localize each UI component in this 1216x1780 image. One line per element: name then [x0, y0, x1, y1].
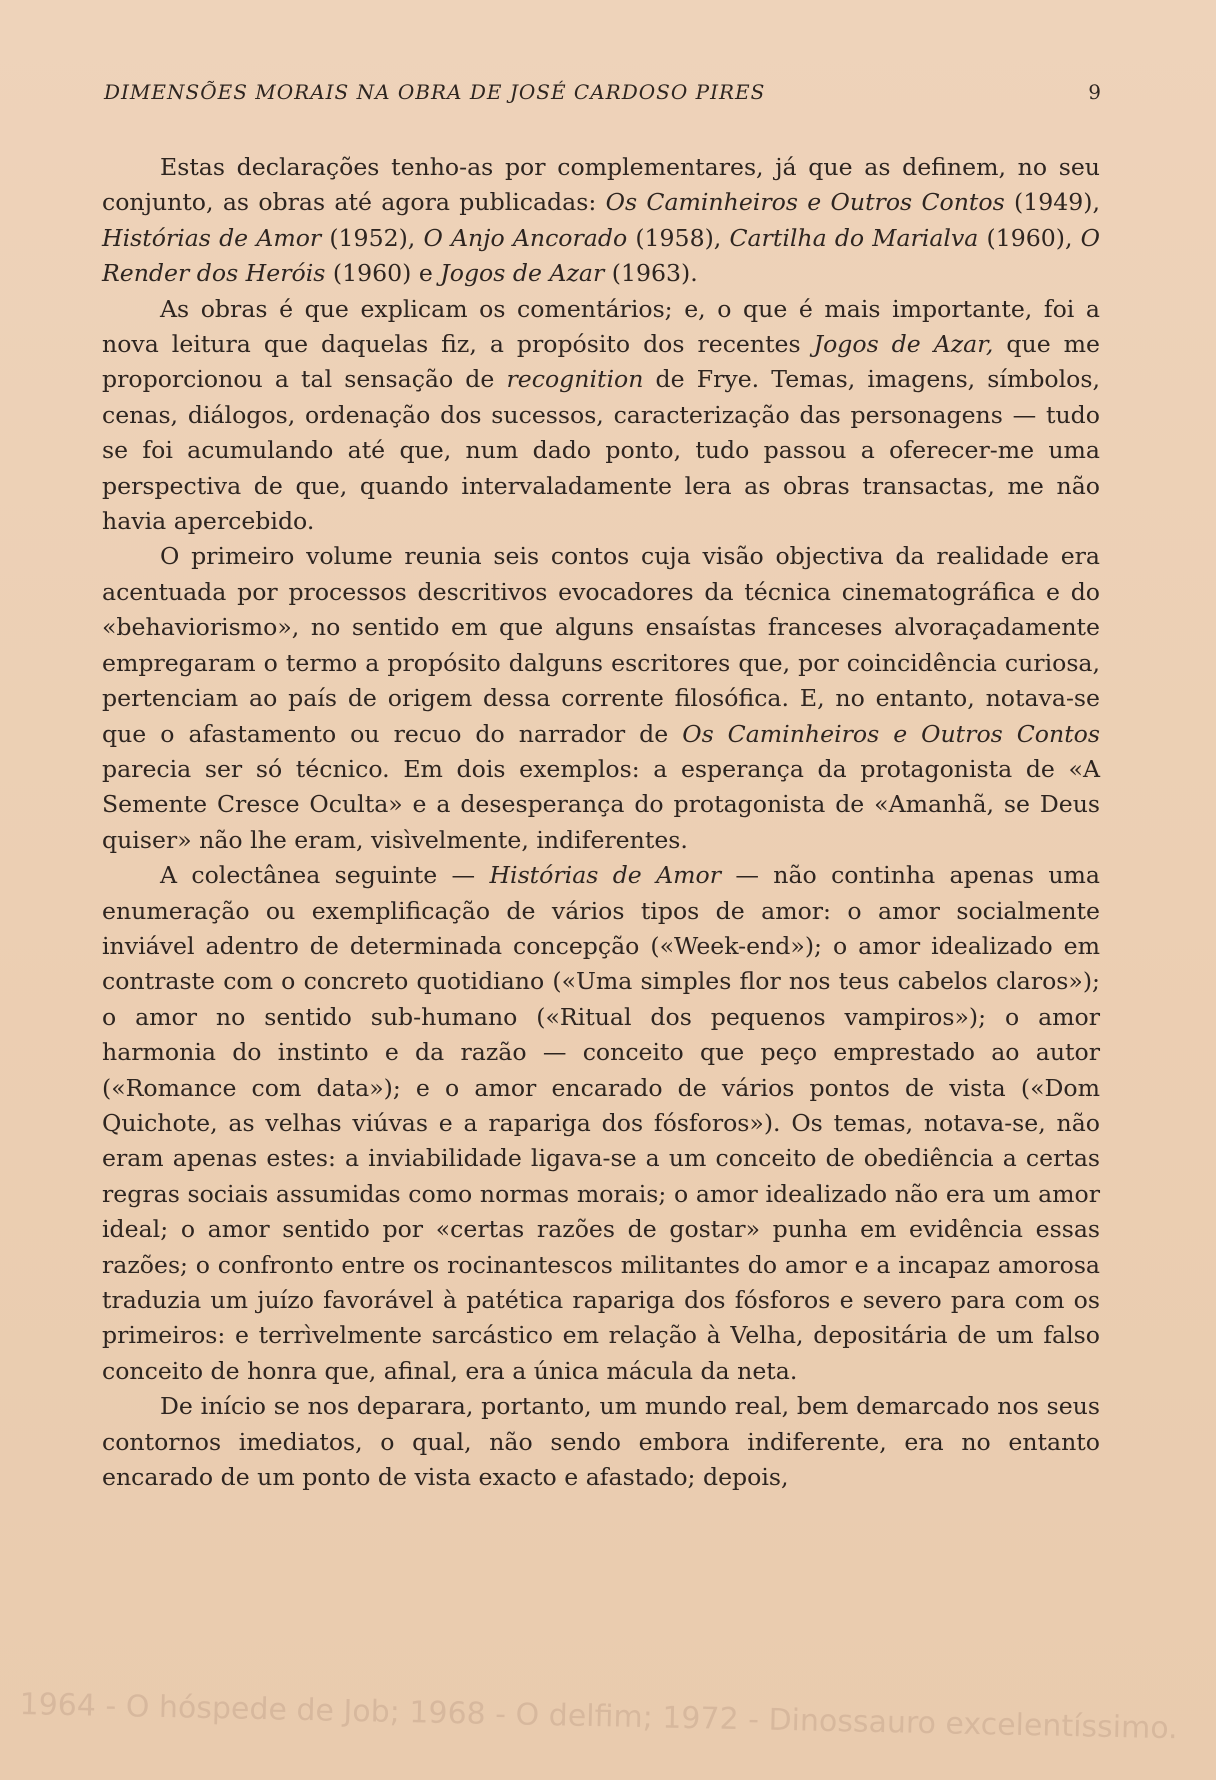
text-run: (1958), — [627, 223, 730, 252]
text-run: (1960), — [978, 223, 1081, 252]
text-run: A colectânea seguinte — — [160, 861, 490, 890]
italic-title: Histórias de Amor — [102, 223, 322, 252]
paragraph — [102, 150, 1100, 292]
body-text — [102, 150, 1100, 1495]
text-run: (1960) e — [325, 259, 441, 288]
italic-title: Cartilha do Marialva — [729, 223, 979, 252]
italic-title: Jogos de Azar, — [813, 330, 994, 359]
text-run: O primeiro volume reunia seis contos cuja visão objectiva da realidade era acentuada por processos descritivos evocadores da técnica cinematográfica e do «behaviorismo», no sentido em que alguns ensaístas franceses alvoraçadamente empregaram o termo a propósito dalguns escritores que, por coincidência curiosa, pertenciam ao país de origem dessa corrente filosófica. E, no entanto, notava-se que o afastamento ou recuo do narrador de — [102, 542, 1100, 748]
running-title: DIMENSÕES MORAIS NA OBRA DE JOSÉ CARDOSO PIRES — [104, 80, 766, 104]
paragraph — [102, 292, 1100, 540]
page-header — [104, 80, 1102, 104]
page-number: 9 — [1088, 80, 1102, 104]
text-run: (1963). — [604, 259, 698, 288]
text-run: (1952), — [321, 223, 424, 252]
italic-title: Jogos de Azar — [440, 259, 605, 288]
italic-title: Os Caminheiros e Outros Contos — [605, 188, 1005, 217]
text-run: As obras é que explicam os comentários; e, o que é mais importante, foi a nova leitura que daquelas fiz, a propósito dos recentes — [102, 294, 1100, 359]
text-run: Estas declarações tenho-as por complementares, já que as definem, no seu conjunto, as obras até agora publicadas: — [102, 153, 1100, 217]
handwritten-note: 1964 - O hóspede de Job; 1968 - O delfim; 1972 - Dinossauro excelentíssimo. — [19, 1686, 1179, 1747]
paragraph — [102, 539, 1100, 858]
italic-title: recognition — [506, 365, 644, 394]
text-run: De início se nos deparara, portanto, um mundo real, bem demarcado nos seus contornos imediatos, o qual, não sendo embora indiferente, era no entanto encarado de um ponto de vista exacto e afastado; depois, — [102, 1392, 1100, 1492]
text-run: de Frye. Temas, imagens, símbolos, cenas, diálogos, ordenação dos sucessos, caracterização das personagens — tudo se foi acumulando até que, num dado ponto, tudo passou a oferecer-me uma perspectiva de que, quando intervaladamente lera as obras transactas, me não havia apercebido. — [102, 365, 1100, 536]
paragraph — [102, 1389, 1100, 1495]
text-run: — não continha apenas uma enumeração ou exemplificação de vários tipos de amor: o amor socialmente inviável adentro de determinada concepção («Week-end»); o amor idealizado em contraste com o concreto quotidiano («Uma simples flor nos teus cabelos claros»); o amor no sentido sub-humano («Ritual dos pequenos vampiros»); o amor harmonia do instinto e da razão — conceito que peço emprestado ao autor («Romance com data»); e o amor encarado de vários pontos de vista («Dom Quichote, as velhas viúvas e a rapariga dos fósforos»). Os temas, notava-se, não eram apenas estes: a inviabilidade ligava-se a um conceito de obediência a certas regras sociais assumidas como normas morais; o amor idealizado não era um amor ideal; o amor sentido por «certas razões de gostar» punha em evidência essas razões; o confronto entre os rocinantescos militantes do amor e a incapaz amorosa traduzia um juízo favorável à patética rapariga dos fósforos e severo para com os primeiros: e terrìvelmente sarcástico em relação à Velha, depositária de um falso conceito de honra que, afinal, era a única mácula da neta. — [102, 861, 1100, 1385]
text-run: (1949), — [1004, 188, 1100, 217]
italic-title: Os Caminheiros e Outros Contos — [682, 719, 1100, 748]
italic-title: O Anjo Ancorado — [423, 223, 628, 252]
italic-title: Histórias de Amor — [489, 861, 722, 890]
text-run: parecia ser só técnico. Em dois exemplos: a esperança da protagonista de «A Semente Cresce Oculta» e a desesperança do protagonista de «Amanhã, se Deus quiser» não lhe eram, visìvelmente, indiferentes. — [102, 754, 1100, 854]
italic-title: O Render dos Heróis — [102, 223, 1100, 288]
text-run: que me proporcionou a tal sensação de — [102, 330, 1100, 394]
paragraph — [102, 858, 1100, 1389]
